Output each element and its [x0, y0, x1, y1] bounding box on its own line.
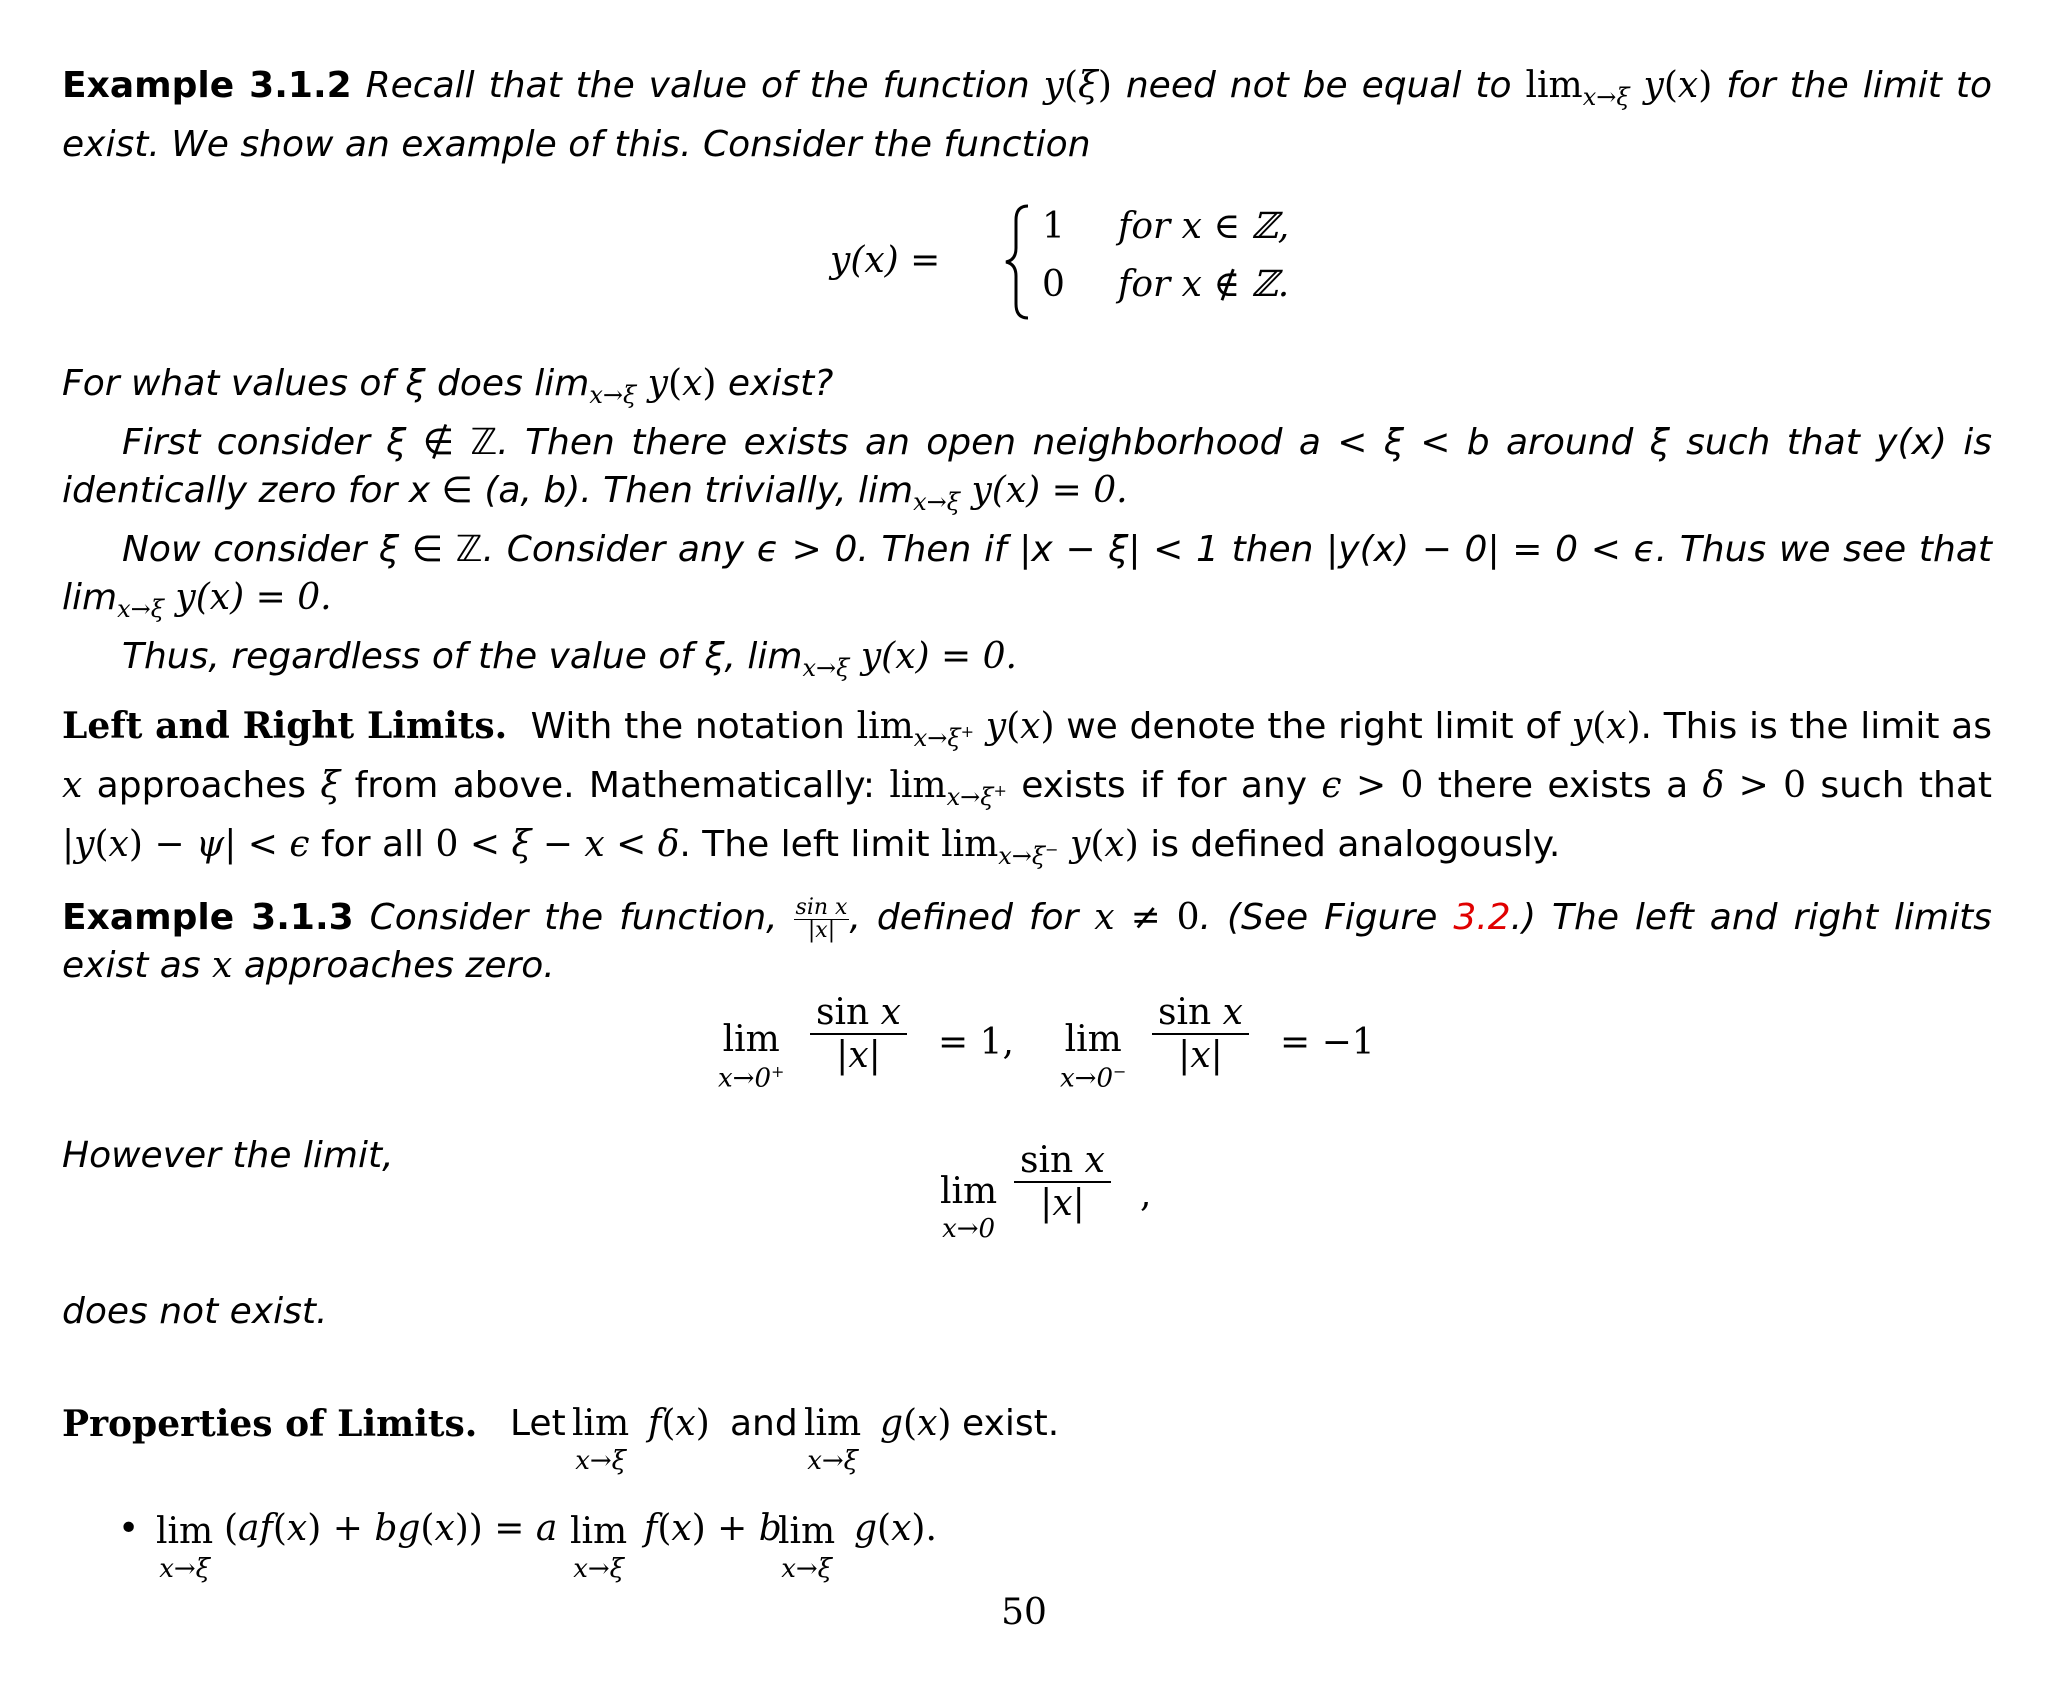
- example-3-1-3-intro: Example 3.1.3 Consider the function, $\frac{\text{sin x}}{|x|}$ , defined for x ≠ 0. (See Figure 3.2.) The left and right limits exist as x approaches zero.: [62, 894, 1992, 986]
- brace-symbol: [1002, 202, 1032, 322]
- piecewise-lhs: y(x) =: [830, 240, 941, 281]
- however-text: However the limit,: [62, 1135, 394, 1176]
- properties-of-limits-paragraph: Properties of Limits. Let lim x→ξ f(x) and lim x→ξ g(x) exist.: [62, 1400, 1992, 1480]
- two-sided-limit-equation: lim x→0 $\frac{\text{sin x}}{|x|}$ ,: [940, 1140, 1152, 1244]
- example-heading: Example 3.1.2: [62, 65, 352, 106]
- inline-fraction: $\frac{\text{sin x}}{|x|}$: [795, 894, 848, 943]
- left-right-limits-paragraph: Left and Right Limits. With the notation $\lim_{x\to\xi^+} y(x)$ we denote the right limit of y(x). This is the limit as x approaches ξ from above. Mathematically: $\lim_{x\to\xi^+}$ exists if for any ϵ > 0 there exists a δ > 0 such that |y(x) − ψ| < ϵ for all 0 < ξ − x < δ. The left limit $\lim_{x\to\xi^-} y(x)$ is defined analogously.: [62, 705, 1993, 870]
- bullet-marker: •: [118, 1508, 140, 1549]
- case2-value: 0: [1042, 264, 1065, 305]
- does-not-exist-text: does not exist.: [62, 1291, 328, 1332]
- example-3-1-2-intro: Example 3.1.2 Recall that the value of the function y(ξ) need not be equal to $\lim_{x\to\xi} y(x)$ for the limit to exist. We show an example of this. Consider the function: [62, 65, 1992, 165]
- case1-condition: for x ∈ ℤ,: [1118, 206, 1290, 247]
- figure-reference-link[interactable]: 3.2: [1453, 897, 1511, 938]
- section-heading: Properties of Limits.: [62, 1403, 478, 1445]
- linearity-property-item: • lim x→ξ (af(x) + bg(x)) = a lim x→ξ f(x) + b lim x→ξ g(x).: [118, 1508, 937, 1584]
- one-sided-limits-equation: lim x→0+ $\frac{\text{sin x}}{|x|}$ = 1, lim x→0− $\frac{\text{sin x}}{|x|}$ = −1: [718, 992, 1375, 1094]
- example-3-1-2-body: For what values of ξ does $\lim_{x\to\xi} y(x)$ exist? First consider ξ ∉ ℤ. Then there exists an open neighborhood a < ξ < b around ξ such that y(x) is identically zero for x ∈ (a, b). Then trivially, $\lim_{x\to\xi} y(x) = 0$. Now consider ξ ∈ ℤ. Consider any ϵ > 0. Then if |x − ξ| < 1 then |y(x) − 0| = 0 < ϵ. Thus we see that $\lim_{x\to\xi} y(x) = 0$. Thus, regardless of the value of ξ, $\lim_{x\to\xi} y(x) = 0$.: [62, 363, 1992, 682]
- piecewise-equation: [830, 202, 1330, 322]
- case1-value: 1: [1042, 206, 1065, 247]
- example-heading: Example 3.1.3: [62, 897, 354, 938]
- section-heading: Left and Right Limits.: [62, 705, 508, 747]
- page-number: 50: [1001, 1592, 1047, 1633]
- case2-condition: for x ∉ ℤ.: [1118, 264, 1290, 305]
